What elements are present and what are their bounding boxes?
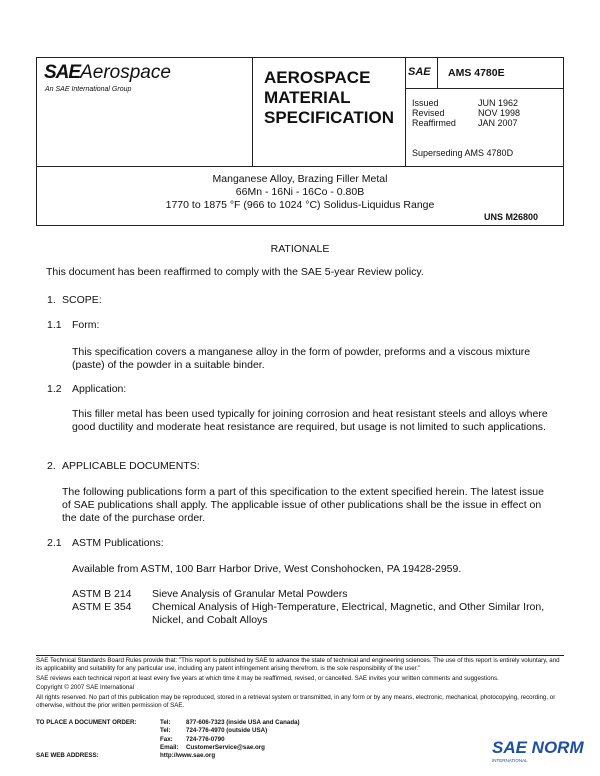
date-values [478,98,520,128]
uns-number: UNS M26800 [484,212,539,222]
issued-date: JUN 1962 [478,98,519,108]
fax-label: Fax: [160,735,173,743]
web-label: SAE WEB ADDRESS: [36,752,99,759]
title-lines [36,173,564,212]
footer-text [36,657,564,711]
title-line2: 66Mn - 16Ni - 16Co - 0.80B [235,186,365,198]
section-2-1-text: Available from ASTM, 100 Barr Harbor Drive, West Conshohocken, PA 19428-2959. [72,563,462,575]
email-value[interactable]: CustomerService@sae.org [186,743,265,751]
astm-ref-2-title: Chemical Analysis of High-Temperature, Electrical, Magnetic, and Other Similar Iron, Nickel, and Cobalt Alloys [152,601,545,626]
section-2-text: The following publications form a part of this specification to the extent specified herein. The latest issue of SAE publications shall apply. The applicable issue of other publications shall be the issue in effect on the date of the purchase order. [62,486,544,524]
title-line3: 1770 to 1875 °F (966 to 1024 °C) Solidus-Liquidus Range [165,199,435,211]
section-1-2-num: 1.2 [47,383,62,395]
web-link[interactable]: http://www.sae.org [160,752,216,759]
revised-date: NOV 1998 [478,108,521,118]
logo-tagline: An SAE International Group [45,86,132,93]
section-2-title: APPLICABLE DOCUMENTS: [62,460,200,472]
section-1-1-text: This specification covers a manganese alloy in the form of powder, preforms and a viscous mixture (paste) of the powder in a suitable binder. [72,346,531,371]
footer-p3: Copyright © 2007 SAE International [36,683,135,691]
astm-ref-2-code: ASTM E 354 [72,601,132,613]
section-2-1-num: 2.1 [47,537,62,549]
doc-type-line1: AEROSPACE [264,68,371,87]
section-1-num: 1. [47,294,56,306]
logo-sae: SAE [44,62,81,83]
section-2-1-title: ASTM Publications: [72,537,164,549]
rationale-heading: RATIONALE [270,243,330,255]
sae-badge-icon: SAE [408,66,431,78]
rationale-text: This document has been reaffirmed to comply with the SAE 5-year Review policy. [46,266,424,278]
superseding: Superseding AMS 4780D [412,148,514,158]
sae-aerospace-logo [44,62,171,84]
email-label: Email: [160,743,179,751]
tel2-label: Tel: [160,727,171,735]
section-1-title: SCOPE: [62,294,102,306]
doc-number: AMS 4780E [448,67,505,79]
order-label: TO PLACE A DOCUMENT ORDER: [36,719,137,726]
issued-label: Issued [412,98,439,108]
astm-ref-1-title: Sieve Analysis of Granular Metal Powders [152,588,348,600]
section-1-1-title: Form: [72,319,100,331]
astm-ref-1-code: ASTM B 214 [72,588,132,600]
contact-labels [160,719,179,752]
contact-values [186,719,300,752]
doc-type [264,68,404,128]
section-1-1-num: 1.1 [47,319,62,331]
tel2-value: 724-776-4970 (outside USA) [186,727,268,735]
section-2-num: 2. [47,460,56,472]
footer-p1: SAE Technical Standards Board Rules provide that: "This report is published by SAE to advance the state of technical and engineering sciences. The use of this report is entirely voluntary, and its applicability and suitability for any particular use, including any patent infringement arising therefrom, is the sole responsibility of the user." [36,657,560,673]
reaffirmed-date: JAN 2007 [478,118,518,128]
fax-value: 724-776-0790 [186,735,225,743]
footer-p4: All rights reserved. No part of this publication may be reproduced, stored in a retrieval system or transmitted, in any form or by any means, electronic, mechanical, photocopying, recording, or otherwise, without the prior written permission of SAE. [36,694,556,710]
sae-norm-logo-text: SAE NORM [492,738,584,757]
tel-label: Tel: [160,719,171,726]
doc-type-line3: SPECIFICATION [264,108,395,127]
sae-norm-logo [492,738,584,758]
revised-label: Revised [412,108,445,118]
date-labels [412,98,456,128]
tel1-value: 877-606-7323 (inside USA and Canada) [186,719,300,726]
footer-rule [36,655,564,656]
logo-aerospace: Aerospace [80,62,171,83]
title-line1: Manganese Alloy, Brazing Filler Metal [212,173,388,185]
doc-type-line2: MATERIAL [264,88,351,107]
sae-norm-sub: INTERNATIONAL [492,758,528,763]
footer-p2: SAE reviews each technical report at least every five years at which time it may be reaffirmed, revised, or cancelled. SAE invites your written comments and suggestions. [36,674,499,682]
section-1-2-text: This filler metal has been used typically for joining corrosion and heat resistant steels and alloys where good ductility and moderate heat resistance are required, but usage is not limited to such applications. [72,408,548,433]
section-1-2-title: Application: [72,383,127,395]
reaffirmed-label: Reaffirmed [412,118,456,128]
